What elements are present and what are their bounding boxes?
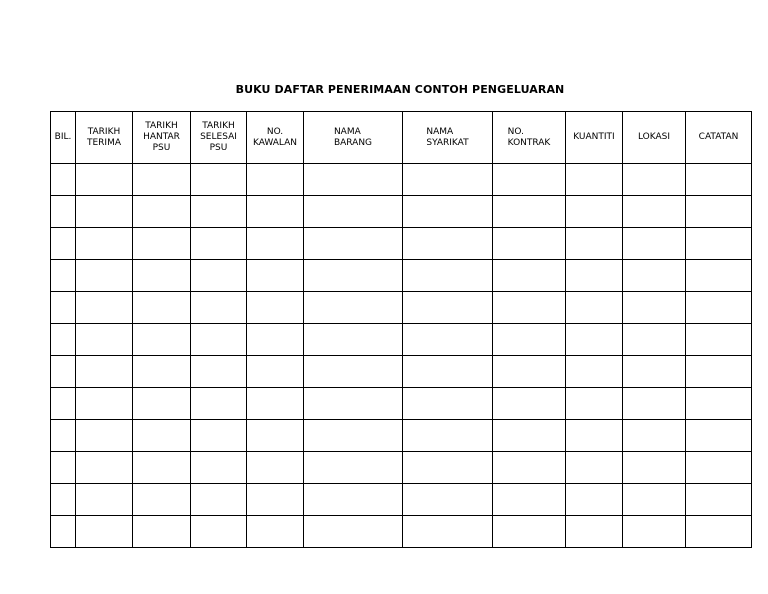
table-cell-nama-syarikat[interactable] xyxy=(403,420,493,452)
table-cell-tarikh-hantar-psu[interactable] xyxy=(133,292,191,324)
table-cell-tarikh-terima[interactable] xyxy=(76,356,133,388)
table-cell-tarikh-selesai-psu[interactable] xyxy=(191,260,247,292)
table-cell-tarikh-hantar-psu[interactable] xyxy=(133,196,191,228)
table-cell-kuantiti[interactable] xyxy=(566,420,623,452)
header-bil: BIL. xyxy=(51,112,76,164)
table-cell-nama-syarikat[interactable] xyxy=(403,260,493,292)
table-row xyxy=(51,164,752,196)
table-cell-kuantiti[interactable] xyxy=(566,356,623,388)
header-nama-barang: NAMA BARANG xyxy=(304,112,403,164)
table-cell-tarikh-hantar-psu[interactable] xyxy=(133,356,191,388)
table-cell-catatan[interactable] xyxy=(686,356,752,388)
table-cell-nama-barang[interactable] xyxy=(304,196,403,228)
table-cell-no-kontrak[interactable] xyxy=(493,452,566,484)
table-cell-nama-barang[interactable] xyxy=(304,420,403,452)
header-tarikh-selesai-psu: TARIKH SELESAI PSU xyxy=(191,112,247,164)
header-catatan: CATATAN xyxy=(686,112,752,164)
table-cell-no-kawalan[interactable] xyxy=(247,452,304,484)
table-cell-no-kawalan[interactable] xyxy=(247,324,304,356)
table-cell-nama-syarikat[interactable] xyxy=(403,196,493,228)
table-cell-tarikh-hantar-psu[interactable] xyxy=(133,420,191,452)
table-cell-no-kontrak[interactable] xyxy=(493,228,566,260)
table-cell-bil[interactable] xyxy=(51,388,76,420)
table-row xyxy=(51,228,752,260)
table-row xyxy=(51,324,752,356)
table-cell-nama-syarikat[interactable] xyxy=(403,228,493,260)
table-cell-lokasi[interactable] xyxy=(623,516,686,548)
table-cell-kuantiti[interactable] xyxy=(566,292,623,324)
table-cell-tarikh-selesai-psu[interactable] xyxy=(191,324,247,356)
table-cell-no-kontrak[interactable] xyxy=(493,484,566,516)
table-cell-tarikh-terima[interactable] xyxy=(76,452,133,484)
table-cell-tarikh-hantar-psu[interactable] xyxy=(133,516,191,548)
table-row xyxy=(51,260,752,292)
table-cell-bil[interactable] xyxy=(51,452,76,484)
table-cell-lokasi[interactable] xyxy=(623,356,686,388)
table-row xyxy=(51,292,752,324)
table-cell-tarikh-terima[interactable] xyxy=(76,388,133,420)
register-table xyxy=(50,111,752,548)
table-cell-tarikh-hantar-psu[interactable] xyxy=(133,228,191,260)
table-cell-nama-barang[interactable] xyxy=(304,228,403,260)
table-cell-nama-barang[interactable] xyxy=(304,356,403,388)
table-cell-no-kontrak[interactable] xyxy=(493,324,566,356)
header-lokasi: LOKASI xyxy=(623,112,686,164)
table-cell-tarikh-hantar-psu[interactable] xyxy=(133,324,191,356)
table-cell-lokasi[interactable] xyxy=(623,228,686,260)
table-cell-no-kontrak[interactable] xyxy=(493,292,566,324)
table-cell-no-kontrak[interactable] xyxy=(493,260,566,292)
table-cell-bil[interactable] xyxy=(51,228,76,260)
table-cell-no-kawalan[interactable] xyxy=(247,228,304,260)
table-cell-lokasi[interactable] xyxy=(623,260,686,292)
table-cell-catatan[interactable] xyxy=(686,196,752,228)
header-row xyxy=(51,112,752,164)
table-cell-kuantiti[interactable] xyxy=(566,164,623,196)
table-cell-kuantiti[interactable] xyxy=(566,452,623,484)
table-cell-no-kontrak[interactable] xyxy=(493,164,566,196)
table-cell-kuantiti[interactable] xyxy=(566,516,623,548)
table-cell-tarikh-terima[interactable] xyxy=(76,196,133,228)
table-cell-bil[interactable] xyxy=(51,292,76,324)
header-nama-syarikat: NAMA SYARIKAT xyxy=(403,112,493,164)
table-cell-no-kawalan[interactable] xyxy=(247,484,304,516)
table-row xyxy=(51,484,752,516)
header-tarikh-hantar-psu: TARIKH HANTAR PSU xyxy=(133,112,191,164)
table-cell-nama-syarikat[interactable] xyxy=(403,516,493,548)
table-cell-tarikh-hantar-psu[interactable] xyxy=(133,388,191,420)
table-row xyxy=(51,516,752,548)
table-cell-tarikh-selesai-psu[interactable] xyxy=(191,196,247,228)
table-cell-kuantiti[interactable] xyxy=(566,324,623,356)
table-cell-tarikh-terima[interactable] xyxy=(76,260,133,292)
table-cell-tarikh-terima[interactable] xyxy=(76,164,133,196)
table-cell-catatan[interactable] xyxy=(686,516,752,548)
table-cell-bil[interactable] xyxy=(51,420,76,452)
table-cell-nama-syarikat[interactable] xyxy=(403,452,493,484)
table-cell-tarikh-selesai-psu[interactable] xyxy=(191,292,247,324)
table-cell-tarikh-hantar-psu[interactable] xyxy=(133,164,191,196)
table-cell-nama-syarikat[interactable] xyxy=(403,356,493,388)
table-cell-kuantiti[interactable] xyxy=(566,228,623,260)
table-cell-no-kawalan[interactable] xyxy=(247,164,304,196)
table-cell-nama-syarikat[interactable] xyxy=(403,164,493,196)
table-cell-lokasi[interactable] xyxy=(623,420,686,452)
table-cell-tarikh-selesai-psu[interactable] xyxy=(191,484,247,516)
table-row xyxy=(51,356,752,388)
table-cell-tarikh-terima[interactable] xyxy=(76,228,133,260)
table-cell-kuantiti[interactable] xyxy=(566,484,623,516)
table-cell-nama-barang[interactable] xyxy=(304,452,403,484)
table-cell-bil[interactable] xyxy=(51,260,76,292)
table-cell-tarikh-selesai-psu[interactable] xyxy=(191,164,247,196)
header-tarikh-terima: TARIKH TERIMA xyxy=(76,112,133,164)
table-cell-tarikh-selesai-psu[interactable] xyxy=(191,452,247,484)
table-cell-catatan[interactable] xyxy=(686,260,752,292)
table-cell-no-kawalan[interactable] xyxy=(247,420,304,452)
table-cell-tarikh-terima[interactable] xyxy=(76,292,133,324)
table-cell-lokasi[interactable] xyxy=(623,164,686,196)
table-cell-nama-barang[interactable] xyxy=(304,484,403,516)
table-cell-tarikh-selesai-psu[interactable] xyxy=(191,356,247,388)
table-cell-bil[interactable] xyxy=(51,516,76,548)
table-cell-no-kawalan[interactable] xyxy=(247,516,304,548)
table-row xyxy=(51,420,752,452)
table-cell-no-kontrak[interactable] xyxy=(493,388,566,420)
table-cell-nama-syarikat[interactable] xyxy=(403,292,493,324)
table-cell-tarikh-terima[interactable] xyxy=(76,324,133,356)
table-cell-nama-barang[interactable] xyxy=(304,516,403,548)
table-cell-no-kawalan[interactable] xyxy=(247,356,304,388)
table-cell-no-kawalan[interactable] xyxy=(247,388,304,420)
table-cell-bil[interactable] xyxy=(51,164,76,196)
table-cell-tarikh-hantar-psu[interactable] xyxy=(133,484,191,516)
table-cell-lokasi[interactable] xyxy=(623,484,686,516)
table-cell-tarikh-selesai-psu[interactable] xyxy=(191,228,247,260)
header-no-kawalan: NO. KAWALAN xyxy=(247,112,304,164)
table-cell-catatan[interactable] xyxy=(686,484,752,516)
table-cell-catatan[interactable] xyxy=(686,420,752,452)
table-cell-nama-barang[interactable] xyxy=(304,164,403,196)
table-cell-kuantiti[interactable] xyxy=(566,388,623,420)
table-cell-catatan[interactable] xyxy=(686,388,752,420)
table-cell-kuantiti[interactable] xyxy=(566,260,623,292)
table-cell-lokasi[interactable] xyxy=(623,324,686,356)
table-cell-no-kontrak[interactable] xyxy=(493,356,566,388)
table-cell-nama-barang[interactable] xyxy=(304,388,403,420)
table-cell-tarikh-terima[interactable] xyxy=(76,484,133,516)
table-cell-nama-syarikat[interactable] xyxy=(403,324,493,356)
table-row xyxy=(51,388,752,420)
table-cell-no-kontrak[interactable] xyxy=(493,516,566,548)
table-cell-tarikh-selesai-psu[interactable] xyxy=(191,420,247,452)
table-cell-catatan[interactable] xyxy=(686,292,752,324)
table-cell-nama-syarikat[interactable] xyxy=(403,484,493,516)
table-cell-no-kawalan[interactable] xyxy=(247,196,304,228)
table-cell-tarikh-terima[interactable] xyxy=(76,516,133,548)
table-body xyxy=(51,164,752,548)
table-cell-bil[interactable] xyxy=(51,324,76,356)
header-kuantiti: KUANTITI xyxy=(566,112,623,164)
table-row xyxy=(51,196,752,228)
table-cell-bil[interactable] xyxy=(51,196,76,228)
table-cell-catatan[interactable] xyxy=(686,452,752,484)
table-cell-no-kawalan[interactable] xyxy=(247,260,304,292)
table-cell-no-kawalan[interactable] xyxy=(247,292,304,324)
table-cell-tarikh-hantar-psu[interactable] xyxy=(133,452,191,484)
table-cell-catatan[interactable] xyxy=(686,228,752,260)
table-cell-no-kontrak[interactable] xyxy=(493,420,566,452)
table-cell-catatan[interactable] xyxy=(686,324,752,356)
table-cell-tarikh-selesai-psu[interactable] xyxy=(191,388,247,420)
table-cell-lokasi[interactable] xyxy=(623,388,686,420)
table-cell-nama-syarikat[interactable] xyxy=(403,388,493,420)
table-cell-no-kontrak[interactable] xyxy=(493,196,566,228)
document-title: BUKU DAFTAR PENERIMAAN CONTOH PENGELUARAN xyxy=(235,83,565,96)
table-cell-lokasi[interactable] xyxy=(623,196,686,228)
table-cell-nama-barang[interactable] xyxy=(304,292,403,324)
table-cell-nama-barang[interactable] xyxy=(304,324,403,356)
table-cell-tarikh-terima[interactable] xyxy=(76,420,133,452)
table-cell-bil[interactable] xyxy=(51,484,76,516)
table-row xyxy=(51,452,752,484)
table-cell-lokasi[interactable] xyxy=(623,452,686,484)
table-cell-nama-barang[interactable] xyxy=(304,260,403,292)
table-cell-lokasi[interactable] xyxy=(623,292,686,324)
table-cell-bil[interactable] xyxy=(51,356,76,388)
header-no-kontrak: NO. KONTRAK xyxy=(493,112,566,164)
table-cell-kuantiti[interactable] xyxy=(566,196,623,228)
table-cell-catatan[interactable] xyxy=(686,164,752,196)
table-cell-tarikh-selesai-psu[interactable] xyxy=(191,516,247,548)
table-cell-tarikh-hantar-psu[interactable] xyxy=(133,260,191,292)
